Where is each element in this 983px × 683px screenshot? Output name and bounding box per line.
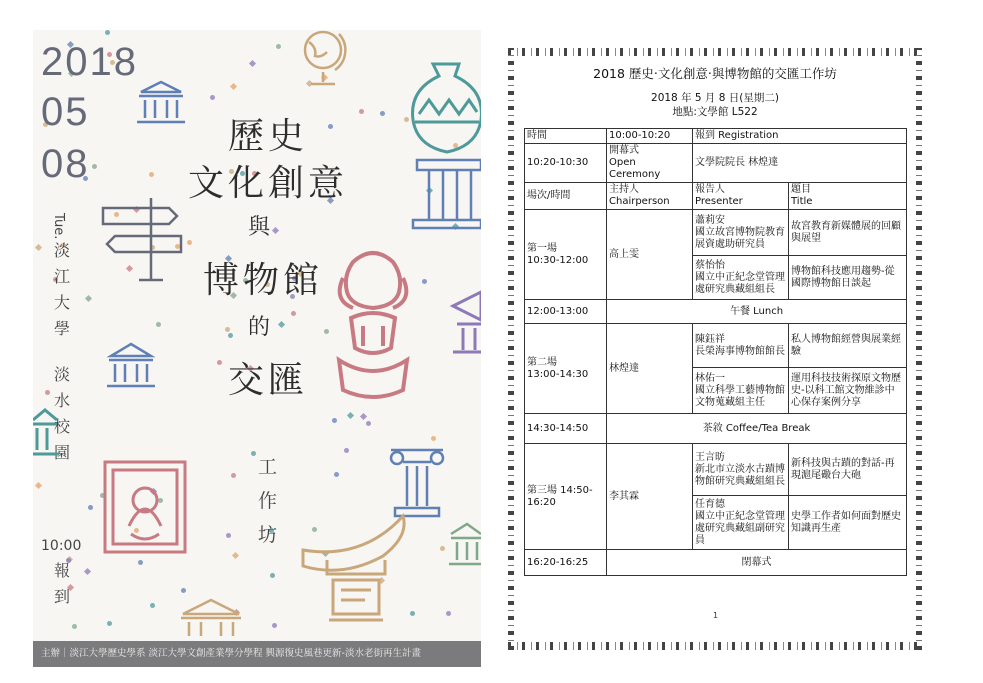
poster-illustrations — [33, 30, 481, 667]
table-cell: 林佑一 國立科學工藝博物館文物蒐藏組主任 — [693, 368, 789, 414]
poster-month: 05 — [41, 90, 90, 134]
ionic-column-icon — [391, 450, 443, 516]
globe-icon — [305, 32, 345, 84]
table-cell: 茶敘 Coffee/Tea Break — [607, 414, 907, 444]
campus-char: 學 — [53, 319, 70, 338]
page-edge — [508, 48, 514, 650]
table-cell: 博物館科技應用趨勢-從國際博物館日談起 — [789, 256, 907, 300]
schedule-venue: 地點:文學館 L522 — [672, 106, 758, 118]
table-cell: 文學院院長 林煌達 — [693, 144, 907, 183]
page-edge — [916, 48, 922, 650]
temple-icon — [449, 524, 481, 564]
table-row — [525, 144, 907, 183]
table-cell: 主持人 Chairperson — [607, 183, 693, 210]
temple-icon — [181, 600, 241, 636]
table-cell: 14:30-14:50 — [525, 414, 607, 444]
campus-char: 水 — [53, 391, 70, 410]
poster-title-yu: 與 — [248, 215, 271, 240]
table-cell: 故宮教育新媒體展的回顧與展望 — [789, 210, 907, 256]
schedule-title: 2018 歷史‧文化創意‧與博物館的交匯工作坊 — [593, 66, 837, 81]
table-cell: 林煌達 — [607, 324, 693, 414]
table-cell: 10:20-10:30 — [525, 144, 607, 183]
vase-icon — [413, 64, 481, 152]
poster-time: 10:00 — [41, 538, 82, 554]
workshop-char: 作 — [258, 490, 278, 512]
museum-icon — [453, 292, 481, 352]
table-cell: 時間 — [525, 129, 607, 144]
framed-portrait-icon — [105, 462, 185, 552]
table-cell: 高上雯 — [607, 210, 693, 300]
schedule-sheet — [508, 48, 922, 650]
poster-footer: 主辦｜淡江大學歷史學系 淡江大學文創產業學分學程 興源復史風巷更新-淡水老街再生計畫 — [33, 641, 481, 667]
poster-title-de: 的 — [248, 315, 271, 340]
poster-weekday: Tue. — [51, 212, 66, 240]
campus-char: 淡 — [53, 365, 70, 384]
table-cell: 李其霖 — [607, 444, 693, 550]
table-cell: 午餐 Lunch — [607, 300, 907, 324]
table-cell: 蔡怡怡 國立中正紀念堂管理處研究典藏組組長 — [693, 256, 789, 300]
page-edge — [508, 48, 922, 56]
column-icon — [413, 160, 481, 228]
schedule-date: 2018 年 5 月 8 日(星期二) — [651, 92, 779, 104]
workshop-poster — [33, 30, 481, 667]
signpost-icon — [103, 198, 181, 280]
table-cell: 王言昉 新北市立淡水古蹟博物館研究典藏組組長 — [693, 444, 789, 496]
table-cell: 開幕式 Open Ceremony — [607, 144, 693, 183]
checkin-char: 到 — [53, 587, 70, 606]
poster-title-line2: 文化創意 — [188, 163, 349, 204]
temple-icon — [33, 410, 59, 454]
workshop-char: 坊 — [258, 524, 278, 546]
temple-icon — [137, 82, 185, 122]
table-cell: 蕭莉安 國立故宮博物院教育展資處助研究員 — [693, 210, 789, 256]
table-cell: 報到 Registration — [693, 129, 907, 144]
table-row — [525, 210, 907, 256]
poster-title-line4: 交匯 — [228, 360, 309, 401]
table-row — [525, 183, 907, 210]
agenda-table — [524, 128, 907, 576]
table-cell: 16:20-16:25 — [525, 550, 607, 576]
campus-char: 校 — [53, 417, 70, 436]
table-row — [525, 550, 907, 576]
table-row — [525, 414, 907, 444]
table-cell: 場次/時間 — [525, 183, 607, 210]
table-row — [525, 129, 907, 144]
table-cell: 閉幕式 — [607, 550, 907, 576]
table-row — [525, 324, 907, 368]
temple-icon — [107, 344, 155, 386]
poster-title-line3: 博物館 — [203, 260, 324, 301]
sculpture-icon — [339, 253, 407, 397]
table-row — [525, 300, 907, 324]
poster-title-line1: 歷史 — [228, 116, 309, 157]
table-cell: 報告人 Presenter — [693, 183, 789, 210]
table-cell: 運用科技技術探原文物歷史-以科工館文物維診中心保存案例分享 — [789, 368, 907, 414]
page-number: 1 — [713, 611, 719, 620]
table-row — [525, 444, 907, 496]
campus-char: 園 — [53, 443, 70, 462]
table-cell: 第一場 10:30-12:00 — [525, 210, 607, 300]
table-cell: 第二場 13:00-14:30 — [525, 324, 607, 414]
poster-day: 08 — [41, 142, 90, 186]
poster-year: 2018 — [41, 40, 138, 84]
horn-artifact-icon — [303, 516, 404, 620]
table-cell: 12:00-13:00 — [525, 300, 607, 324]
table-cell: 10:00-10:20 — [607, 129, 693, 144]
workshop-char: 工 — [258, 456, 278, 478]
table-cell: 新科技與古蹟的對話-再現滬尾礮台大砲 — [789, 444, 907, 496]
table-cell: 任育德 國立中正紀念堂管理處研究典藏組副研究員 — [693, 496, 789, 550]
table-cell: 私人博物館經營與展業經驗 — [789, 324, 907, 368]
table-cell: 題目 Title — [789, 183, 907, 210]
table-cell: 史學工作者如何面對歷史知識再生產 — [789, 496, 907, 550]
checkin-char: 報 — [53, 561, 70, 580]
campus-char: 淡 — [53, 241, 70, 260]
table-cell: 第三場 14:50-16:20 — [525, 444, 607, 550]
page-edge — [508, 642, 922, 650]
campus-char: 江 — [53, 267, 70, 286]
campus-char: 大 — [53, 293, 70, 312]
table-cell: 陳鈺祥 長榮海事博物館館長 — [693, 324, 789, 368]
